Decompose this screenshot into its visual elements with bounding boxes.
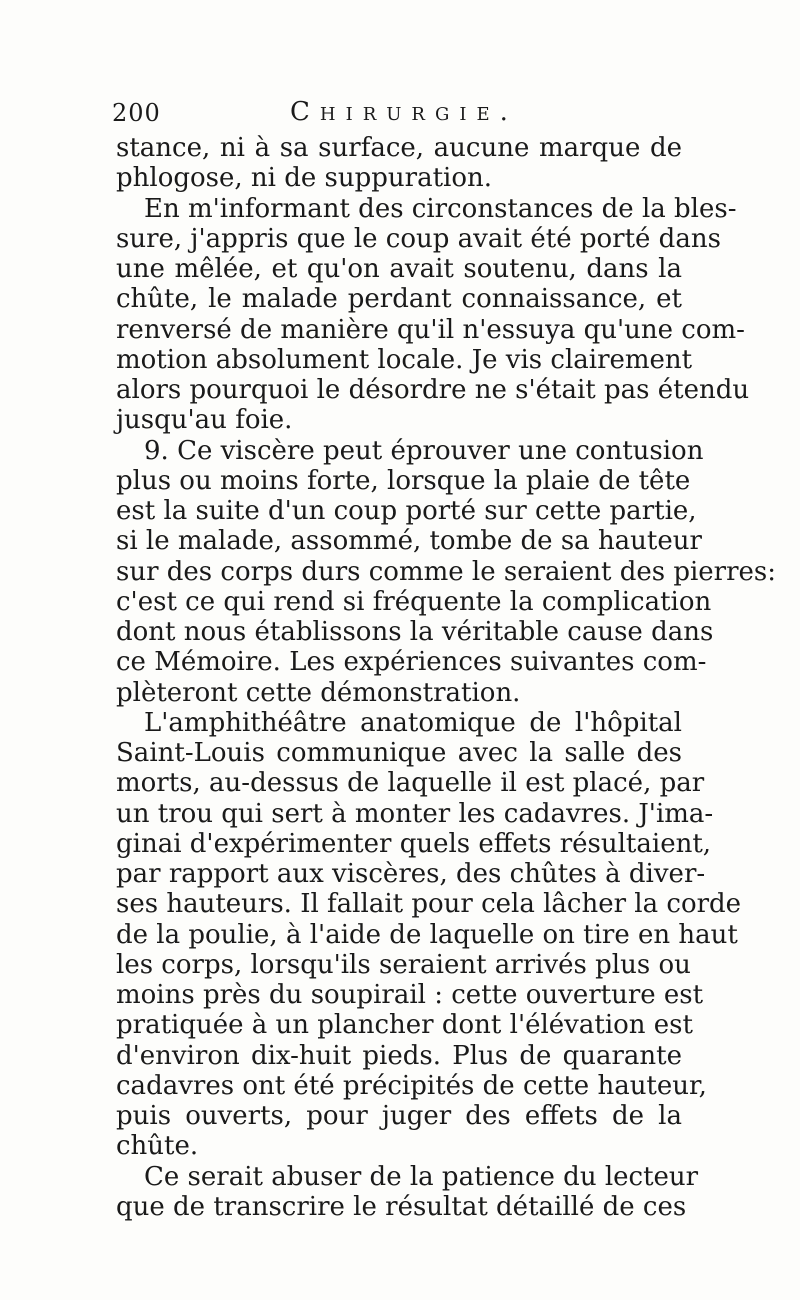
page-number: 200	[112, 99, 161, 127]
text-line: de la poulie, à l'aide de laquelle on tire en haut	[116, 919, 738, 950]
text-line: si le malade, assommé, tombe de sa hauteur	[116, 526, 702, 557]
text-line: En m'informant des circonstances de la bles-	[144, 193, 737, 224]
text-line: Ce serait abuser de la patience du lecteur	[144, 1161, 699, 1192]
text-line: les corps, lorsqu'ils seraient arrivés plus ou	[116, 949, 691, 980]
text-line: alors pourquoi le désordre ne s'était pas étendu	[116, 375, 750, 405]
text-line: c'est ce qui rend si fréquente la complication	[116, 586, 712, 617]
text-line: ce Mémoire. Les expériences suivantes com-	[116, 647, 707, 678]
text-line: phlogose, ni de suppuration.	[116, 163, 493, 194]
text-line: sur des corps durs comme le seraient des pierres:	[116, 556, 777, 587]
text-line: est la suite d'un coup porté sur cette partie,	[116, 496, 697, 526]
text-line: puis ouverts, pour juger des effets de la	[116, 1101, 682, 1131]
text-line: cadavres ont été précipités de cette hauteur,	[116, 1070, 707, 1101]
running-title: Chirurgie.	[290, 97, 518, 127]
text-line: L'amphithéâtre anatomique de l'hôpital	[144, 707, 682, 738]
text-line: dont nous établissons la véritable cause dans	[116, 617, 714, 647]
text-line: stance, ni à sa surface, aucune marque de	[116, 133, 682, 163]
text-line: moins près du soupirail : cette ouverture est	[116, 980, 704, 1010]
text-line: d'environ dix-huit pieds. Plus de quarante	[116, 1040, 682, 1071]
text-line: une mêlée, et qu'on avait soutenu, dans la	[116, 254, 682, 284]
text-line: motion absolument locale. Je vis clairement	[116, 344, 693, 375]
text-line: pratiquée à un plancher dont l'élévation est	[116, 1010, 693, 1041]
text-line: sure, j'appris que le coup avait été porté dans	[116, 223, 721, 254]
text-line: morts, au-dessus de laquelle il est placé, par	[116, 768, 705, 799]
text-line: ses hauteurs. Il fallait pour cela lâcher la corde	[116, 889, 742, 920]
text-line: un trou qui sert à monter les cadavres. J'ima-	[116, 798, 714, 829]
text-line: que de transcrire le résultat détaillé de ces	[116, 1191, 687, 1222]
text-line: ginai d'expérimenter quels effets résultaient,	[116, 828, 712, 859]
text-line: plus ou moins forte, lorsque la plaie de tête	[116, 465, 691, 496]
text-line: renversé de manière qu'il n'essuya qu'une com-	[116, 314, 745, 345]
text-line: chûte.	[116, 1131, 199, 1162]
text-line: jusqu'au foie.	[116, 405, 293, 436]
running-head	[112, 92, 692, 132]
text-line: plèteront cette démonstration.	[116, 677, 521, 708]
text-line: chûte, le malade perdant connaissance, et	[116, 284, 682, 315]
text-line: 9. Ce viscère peut éprouver une contusion	[144, 435, 704, 466]
text-line: par rapport aux viscères, des chûtes à diver-	[116, 859, 706, 889]
body-text	[116, 133, 777, 1222]
text-line: Saint-Louis communique avec la salle des	[116, 738, 682, 768]
